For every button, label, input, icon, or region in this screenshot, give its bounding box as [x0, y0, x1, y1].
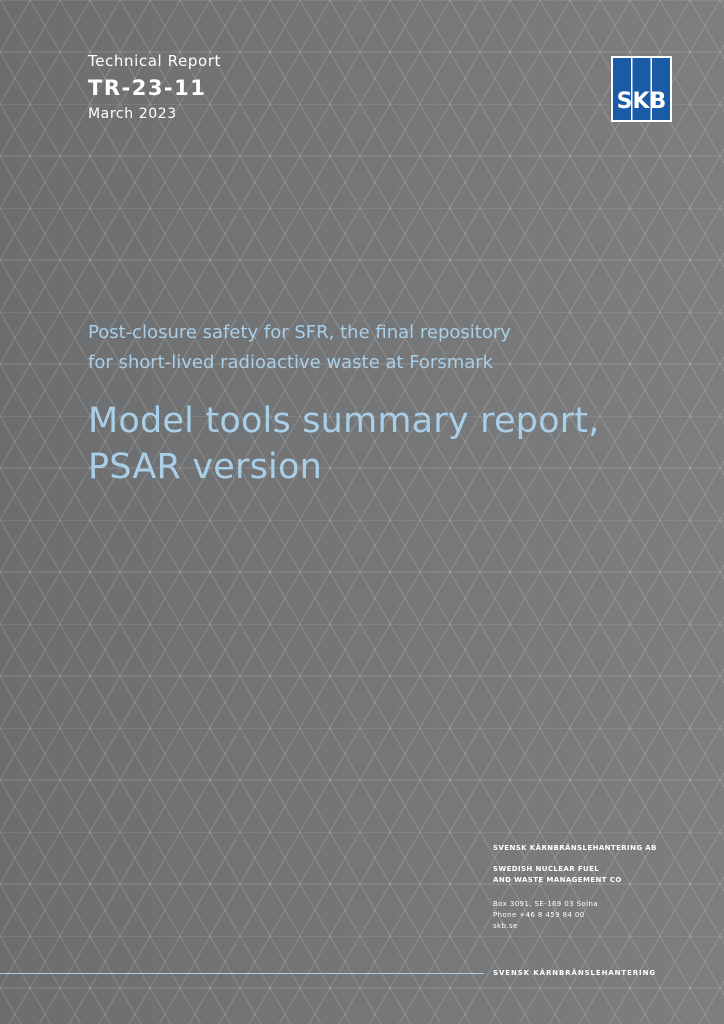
report-type: Technical Report: [88, 52, 221, 70]
subtitle-line-2: for short-lived radioactive waste at Forsmark: [88, 352, 494, 373]
company-phone: Phone +46 8 459 84 00: [493, 911, 585, 919]
footer-divider: [0, 973, 484, 974]
company-block: [493, 843, 713, 932]
company-address: Box 3091, SE-169 03 Solna: [493, 900, 599, 908]
report-date: March 2023: [88, 106, 177, 122]
title-line-1: Model tools summary report,: [88, 401, 600, 441]
report-title: [88, 398, 688, 490]
report-subtitle: [88, 318, 648, 378]
company-english-name-line-1: SWEDISH NUCLEAR FUEL: [493, 865, 600, 873]
report-number: TR-23-11: [88, 76, 207, 100]
subtitle-line-1: Post-closure safety for SFR, the final repository: [88, 322, 511, 343]
logo-text: SKB: [616, 89, 667, 114]
company-website: skb.se: [493, 922, 518, 930]
footer-label: SVENSK KÄRNBRÄNSLEHANTERING: [493, 969, 656, 977]
company-name: SVENSK KÄRNBRÄNSLEHANTERING AB: [493, 844, 657, 852]
title-line-2: PSAR version: [88, 447, 322, 487]
skb-logo: [611, 56, 672, 122]
company-english-name-line-2: AND WASTE MANAGEMENT CO: [493, 876, 622, 884]
